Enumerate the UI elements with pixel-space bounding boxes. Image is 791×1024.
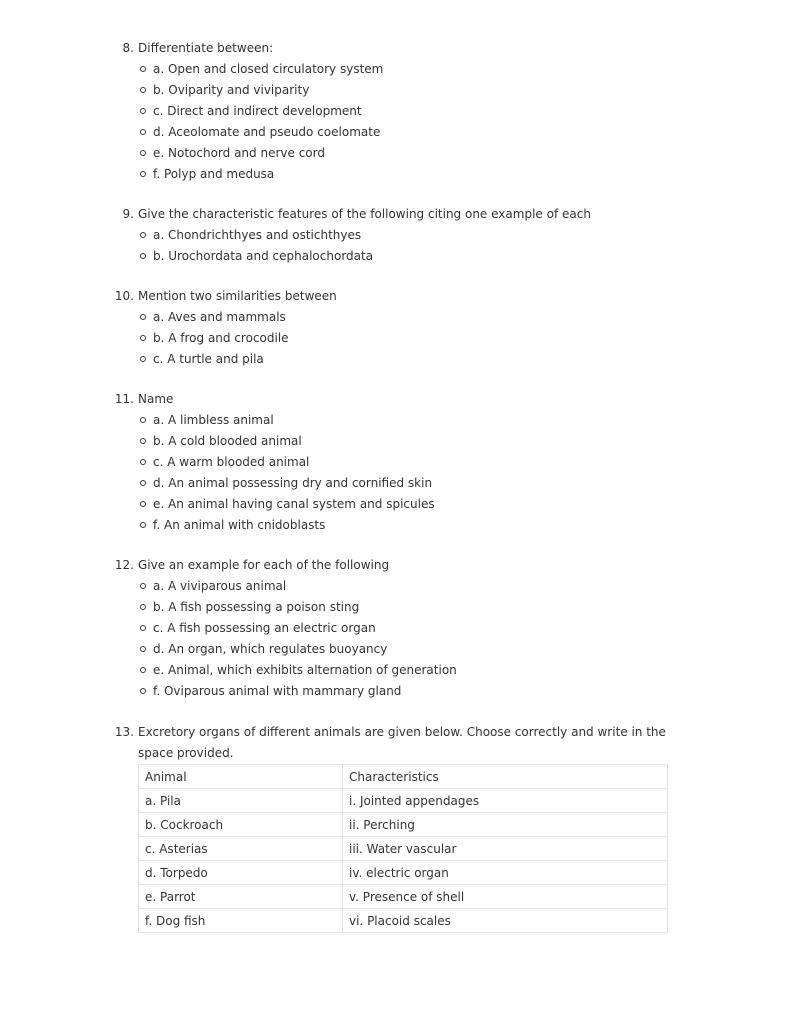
table-cell: a. Pila: [139, 789, 343, 813]
question-text: Give the characteristic features of the following citing one example of each: [138, 207, 591, 221]
question-number: 8.: [122, 41, 134, 55]
list-item: [0, 143, 791, 164]
table-row: [139, 861, 668, 885]
list-item: [0, 164, 791, 185]
list-item-text: b. A fish possessing a poison sting: [153, 600, 360, 614]
question-text: Differentiate between:: [138, 41, 274, 55]
list-item-text: e. Notochord and nerve cord: [153, 146, 325, 160]
list-item: [0, 122, 791, 143]
list-item-text: c. Direct and indirect development: [153, 104, 362, 118]
list-item: [0, 246, 791, 267]
question-number: 10.: [114, 289, 134, 303]
circle-bullet-icon: [140, 604, 146, 610]
circle-bullet-icon: [140, 583, 146, 589]
list-item: [0, 349, 791, 370]
question-number: 12.: [114, 558, 134, 572]
list-item-text: a. A limbless animal: [153, 413, 274, 427]
table-cell: iv. electric organ: [343, 861, 668, 885]
circle-bullet-icon: [140, 438, 146, 444]
list-item-text: c. A fish possessing an electric organ: [153, 621, 376, 635]
table-row: [139, 813, 668, 837]
list-item-text: c. A warm blooded animal: [153, 455, 310, 469]
list-item: [0, 681, 791, 702]
circle-bullet-icon: [140, 129, 146, 135]
list-item-text: f. An animal with cnidoblasts: [153, 518, 326, 532]
table-cell: ii. Perching: [343, 813, 668, 837]
list-item-text: a. Aves and mammals: [153, 310, 286, 324]
list-item-text: b. A frog and crocodile: [153, 331, 289, 345]
table-row: [139, 837, 668, 861]
table-cell: i. Jointed appendages: [343, 789, 668, 813]
circle-bullet-icon: [140, 688, 146, 694]
circle-bullet-icon: [140, 87, 146, 93]
table-row: [139, 789, 668, 813]
list-item-text: a. Chondrichthyes and ostichthyes: [153, 228, 362, 242]
list-item: [0, 473, 791, 494]
table-row: [139, 885, 668, 909]
table-cell: iii. Water vascular: [343, 837, 668, 861]
question-text: Excretory organs of different animals are given below. Choose correctly and write in the space provided.: [138, 725, 666, 760]
question-number: 13.: [114, 725, 134, 739]
circle-bullet-icon: [140, 356, 146, 362]
list-item: [0, 431, 791, 452]
list-item-text: f. Polyp and medusa: [153, 167, 275, 181]
question-text: Give an example for each of the following: [138, 558, 390, 572]
list-item: [0, 307, 791, 328]
table-cell: b. Cockroach: [139, 813, 343, 837]
table-cell: f. Dog fish: [139, 909, 343, 933]
question-number: 9.: [122, 207, 134, 221]
circle-bullet-icon: [140, 108, 146, 114]
table-cell: e. Parrot: [139, 885, 343, 909]
list-item-text: c. A turtle and pila: [153, 352, 264, 366]
list-item-text: b. A cold blooded animal: [153, 434, 302, 448]
circle-bullet-icon: [140, 625, 146, 631]
list-item: [0, 80, 791, 101]
circle-bullet-icon: [140, 417, 146, 423]
list-item: [0, 59, 791, 80]
circle-bullet-icon: [140, 335, 146, 341]
circle-bullet-icon: [140, 667, 146, 673]
table-cell: c. Asterias: [139, 837, 343, 861]
question-number: 11.: [114, 392, 134, 406]
circle-bullet-icon: [140, 66, 146, 72]
circle-bullet-icon: [140, 171, 146, 177]
question-text: Mention two similarities between: [138, 289, 337, 303]
table-cell: d. Torpedo: [139, 861, 343, 885]
list-item-text: a. Open and closed circulatory system: [153, 62, 384, 76]
table-row: [139, 909, 668, 933]
table-header-cell: Characteristics: [343, 765, 668, 789]
list-item-text: d. Aceolomate and pseudo coelomate: [153, 125, 381, 139]
circle-bullet-icon: [140, 480, 146, 486]
list-item-text: b. Oviparity and viviparity: [153, 83, 310, 97]
circle-bullet-icon: [140, 232, 146, 238]
table-header-row: [139, 765, 668, 789]
list-item-text: b. Urochordata and cephalochordata: [153, 249, 374, 263]
list-item: [0, 225, 791, 246]
match-table: [138, 764, 668, 933]
list-item: [0, 618, 791, 639]
circle-bullet-icon: [140, 522, 146, 528]
question-text: Name: [138, 392, 174, 406]
list-item: [0, 494, 791, 515]
list-item-text: d. An organ, which regulates buoyancy: [153, 642, 388, 656]
circle-bullet-icon: [140, 459, 146, 465]
list-item: [0, 639, 791, 660]
list-item: [0, 576, 791, 597]
list-item-text: f. Oviparous animal with mammary gland: [153, 684, 402, 698]
list-item-text: e. An animal having canal system and spicules: [153, 497, 435, 511]
list-item-text: d. An animal possessing dry and cornified skin: [153, 476, 433, 490]
circle-bullet-icon: [140, 253, 146, 259]
table-cell: vi. Placoid scales: [343, 909, 668, 933]
circle-bullet-icon: [140, 314, 146, 320]
list-item-text: a. A viviparous animal: [153, 579, 287, 593]
list-item: [0, 452, 791, 473]
list-item-text: e. Animal, which exhibits alternation of generation: [153, 663, 457, 677]
list-item: [0, 410, 791, 431]
table-cell: v. Presence of shell: [343, 885, 668, 909]
list-item: [0, 515, 791, 536]
circle-bullet-icon: [140, 646, 146, 652]
list-item: [0, 328, 791, 349]
circle-bullet-icon: [140, 501, 146, 507]
circle-bullet-icon: [140, 150, 146, 156]
list-item: [0, 597, 791, 618]
list-item: [0, 101, 791, 122]
list-item: [0, 660, 791, 681]
table-header-cell: Animal: [139, 765, 343, 789]
